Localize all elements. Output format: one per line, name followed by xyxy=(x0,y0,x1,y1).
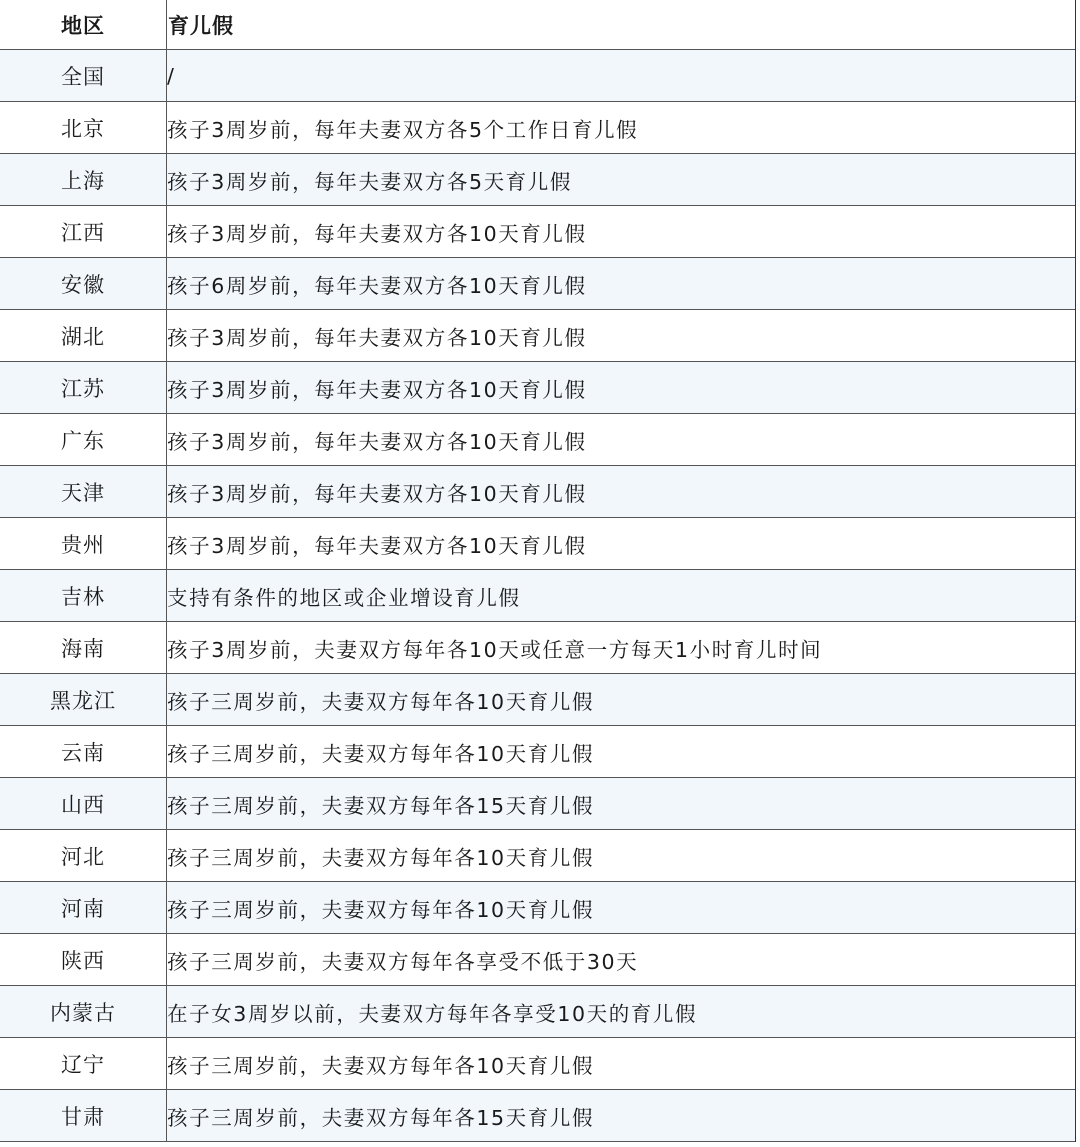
header-region: 地区 xyxy=(0,0,167,49)
parental-leave-cell: 孩子3周岁前，每年夫妻双方各10天育儿假 xyxy=(167,429,587,454)
region-cell: 吉林 xyxy=(0,570,167,621)
table-row xyxy=(0,674,1075,726)
region-cell: 贵州 xyxy=(0,518,167,569)
table-row xyxy=(0,466,1075,518)
region-cell: 天津 xyxy=(0,466,167,517)
table-row xyxy=(0,258,1075,310)
table-row xyxy=(0,1090,1075,1142)
table-row xyxy=(0,50,1075,102)
region-cell: 内蒙古 xyxy=(0,986,167,1037)
region-cell: 海南 xyxy=(0,622,167,673)
table-row xyxy=(0,1038,1075,1090)
table-header-row xyxy=(0,0,1075,50)
parental-leave-cell: 孩子三周岁前，夫妻双方每年各10天育儿假 xyxy=(167,741,595,766)
table-row xyxy=(0,726,1075,778)
table-row xyxy=(0,570,1075,622)
header-parental-leave: 育儿假 xyxy=(168,13,234,38)
parental-leave-cell: 支持有条件的地区或企业增设育儿假 xyxy=(167,585,521,610)
region-cell: 黑龙江 xyxy=(0,674,167,725)
parental-leave-cell: 在子女3周岁以前，夫妻双方每年各享受10天的育儿假 xyxy=(167,1001,698,1026)
parental-leave-cell: 孩子3周岁前，夫妻双方每年各10天或任意一方每天1小时育儿时间 xyxy=(167,637,823,662)
parental-leave-cell: 孩子三周岁前，夫妻双方每年各15天育儿假 xyxy=(167,1105,595,1130)
region-cell: 江苏 xyxy=(0,362,167,413)
table-row xyxy=(0,206,1075,258)
region-cell: 江西 xyxy=(0,206,167,257)
parental-leave-cell: 孩子3周岁前，每年夫妻双方各10天育儿假 xyxy=(167,377,587,402)
table-row xyxy=(0,986,1075,1038)
parental-leave-cell: 孩子3周岁前，每年夫妻双方各10天育儿假 xyxy=(167,481,587,506)
parental-leave-cell: 孩子3周岁前，每年夫妻双方各10天育儿假 xyxy=(167,325,587,350)
region-cell: 辽宁 xyxy=(0,1038,167,1089)
table-row xyxy=(0,414,1075,466)
parental-leave-cell: 孩子三周岁前，夫妻双方每年各10天育儿假 xyxy=(167,689,595,714)
region-cell: 河南 xyxy=(0,882,167,933)
parental-leave-cell: 孩子三周岁前，夫妻双方每年各10天育儿假 xyxy=(167,845,595,870)
region-cell: 陕西 xyxy=(0,934,167,985)
region-cell: 上海 xyxy=(0,154,167,205)
region-cell: 湖北 xyxy=(0,310,167,361)
table-row xyxy=(0,830,1075,882)
parental-leave-cell: 孩子3周岁前，每年夫妻双方各5个工作日育儿假 xyxy=(167,117,639,142)
table-row xyxy=(0,882,1075,934)
region-cell: 安徽 xyxy=(0,258,167,309)
region-cell: 河北 xyxy=(0,830,167,881)
parental-leave-cell: 孩子三周岁前，夫妻双方每年各10天育儿假 xyxy=(167,1053,595,1078)
parental-leave-cell: 孩子三周岁前，夫妻双方每年各15天育儿假 xyxy=(167,793,595,818)
parental-leave-cell: 孩子3周岁前，每年夫妻双方各10天育儿假 xyxy=(167,533,587,558)
parental-leave-cell: / xyxy=(167,63,176,88)
table-row xyxy=(0,518,1075,570)
region-cell: 全国 xyxy=(0,50,167,101)
table-row xyxy=(0,154,1075,206)
table-body xyxy=(0,50,1075,1142)
table-row xyxy=(0,310,1075,362)
parental-leave-cell: 孩子三周岁前，夫妻双方每年各享受不低于30天 xyxy=(167,949,639,974)
table-row xyxy=(0,934,1075,986)
parental-leave-cell: 孩子3周岁前，每年夫妻双方各10天育儿假 xyxy=(167,221,587,246)
region-cell: 甘肃 xyxy=(0,1090,167,1141)
parental-leave-cell: 孩子3周岁前，每年夫妻双方各5天育儿假 xyxy=(167,169,572,194)
region-cell: 北京 xyxy=(0,102,167,153)
table-row xyxy=(0,102,1075,154)
region-cell: 山西 xyxy=(0,778,167,829)
table-row xyxy=(0,778,1075,830)
region-cell: 广东 xyxy=(0,414,167,465)
table-row xyxy=(0,622,1075,674)
parental-leave-cell: 孩子三周岁前，夫妻双方每年各10天育儿假 xyxy=(167,897,595,922)
parental-leave-cell: 孩子6周岁前，每年夫妻双方各10天育儿假 xyxy=(167,273,587,298)
table-row xyxy=(0,362,1075,414)
region-cell: 云南 xyxy=(0,726,167,777)
